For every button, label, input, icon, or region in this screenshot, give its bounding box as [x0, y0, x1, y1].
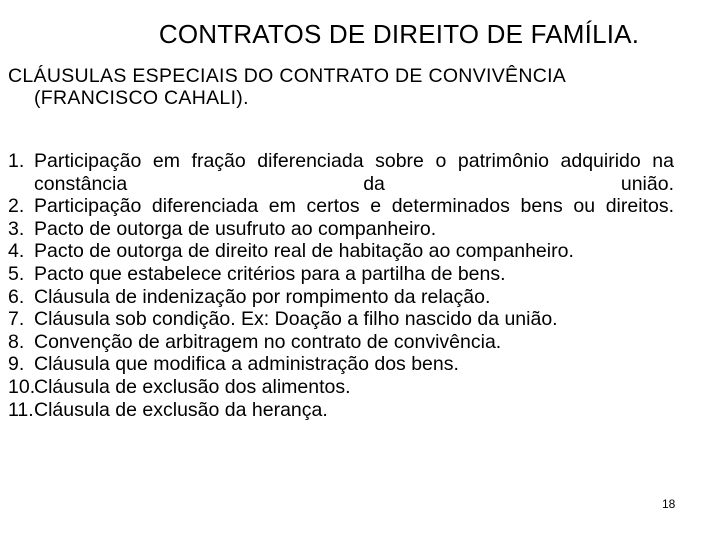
item-number: 4. — [8, 240, 25, 263]
subtitle-line-1: CLÁUSULAS ESPECIAIS DO CONTRATO DE CONVIVÊNCIA — [8, 65, 567, 87]
list-item — [8, 286, 674, 309]
item-text: Pacto de outorga de direito real de habitação ao companheiro. — [34, 240, 574, 263]
item-text: Cláusula sob condição. Ex: Doação a filho nascido da união. — [34, 308, 558, 331]
item-text: Pacto que estabelece critérios para a partilha de bens. — [34, 262, 506, 285]
list-item — [8, 150, 674, 195]
item-number: 3. — [8, 217, 25, 240]
list-item — [8, 195, 674, 218]
list-item — [8, 331, 674, 354]
page-number: 18 — [662, 497, 676, 511]
item-text: Cláusula de exclusão dos alimentos. — [34, 375, 351, 398]
item-number: 1. — [8, 150, 25, 172]
item-text: Participação diferenciada em certos e determinados bens ou direitos. — [34, 195, 674, 218]
item-text: Cláusula de exclusão da herança. — [34, 398, 328, 421]
list-item — [8, 263, 674, 286]
item-text: Convenção de arbitragem no contrato de convivência. — [34, 330, 502, 353]
list-item — [8, 240, 674, 263]
item-text: Pacto de outorga de usufruto ao companheiro. — [34, 217, 437, 240]
item-number: 2. — [8, 195, 25, 218]
item-number: 9. — [8, 353, 25, 376]
item-text: Participação em fração diferenciada sobre o patrimônio adquirido na constância da união. — [34, 150, 674, 195]
list-item — [8, 376, 674, 399]
clause-list — [8, 150, 674, 421]
item-number: 11. — [8, 398, 34, 421]
subtitle-line-2: (FRANCISCO CAHALI). — [34, 87, 249, 109]
item-number: 6. — [8, 285, 25, 308]
slide-title: CONTRATOS DE DIREITO DE FAMÍLIA. — [158, 19, 640, 49]
item-number: 10. — [8, 375, 36, 398]
list-item — [8, 353, 674, 376]
item-number: 8. — [8, 330, 25, 353]
list-item — [8, 218, 674, 241]
item-number: 5. — [8, 262, 25, 285]
list-item — [8, 308, 674, 331]
slide-subtitle — [8, 65, 698, 109]
item-number: 7. — [8, 308, 25, 331]
item-text: Cláusula de indenização por rompimento da relação. — [34, 285, 491, 308]
item-text: Cláusula que modifica a administração dos bens. — [34, 353, 459, 376]
list-item — [8, 399, 674, 422]
